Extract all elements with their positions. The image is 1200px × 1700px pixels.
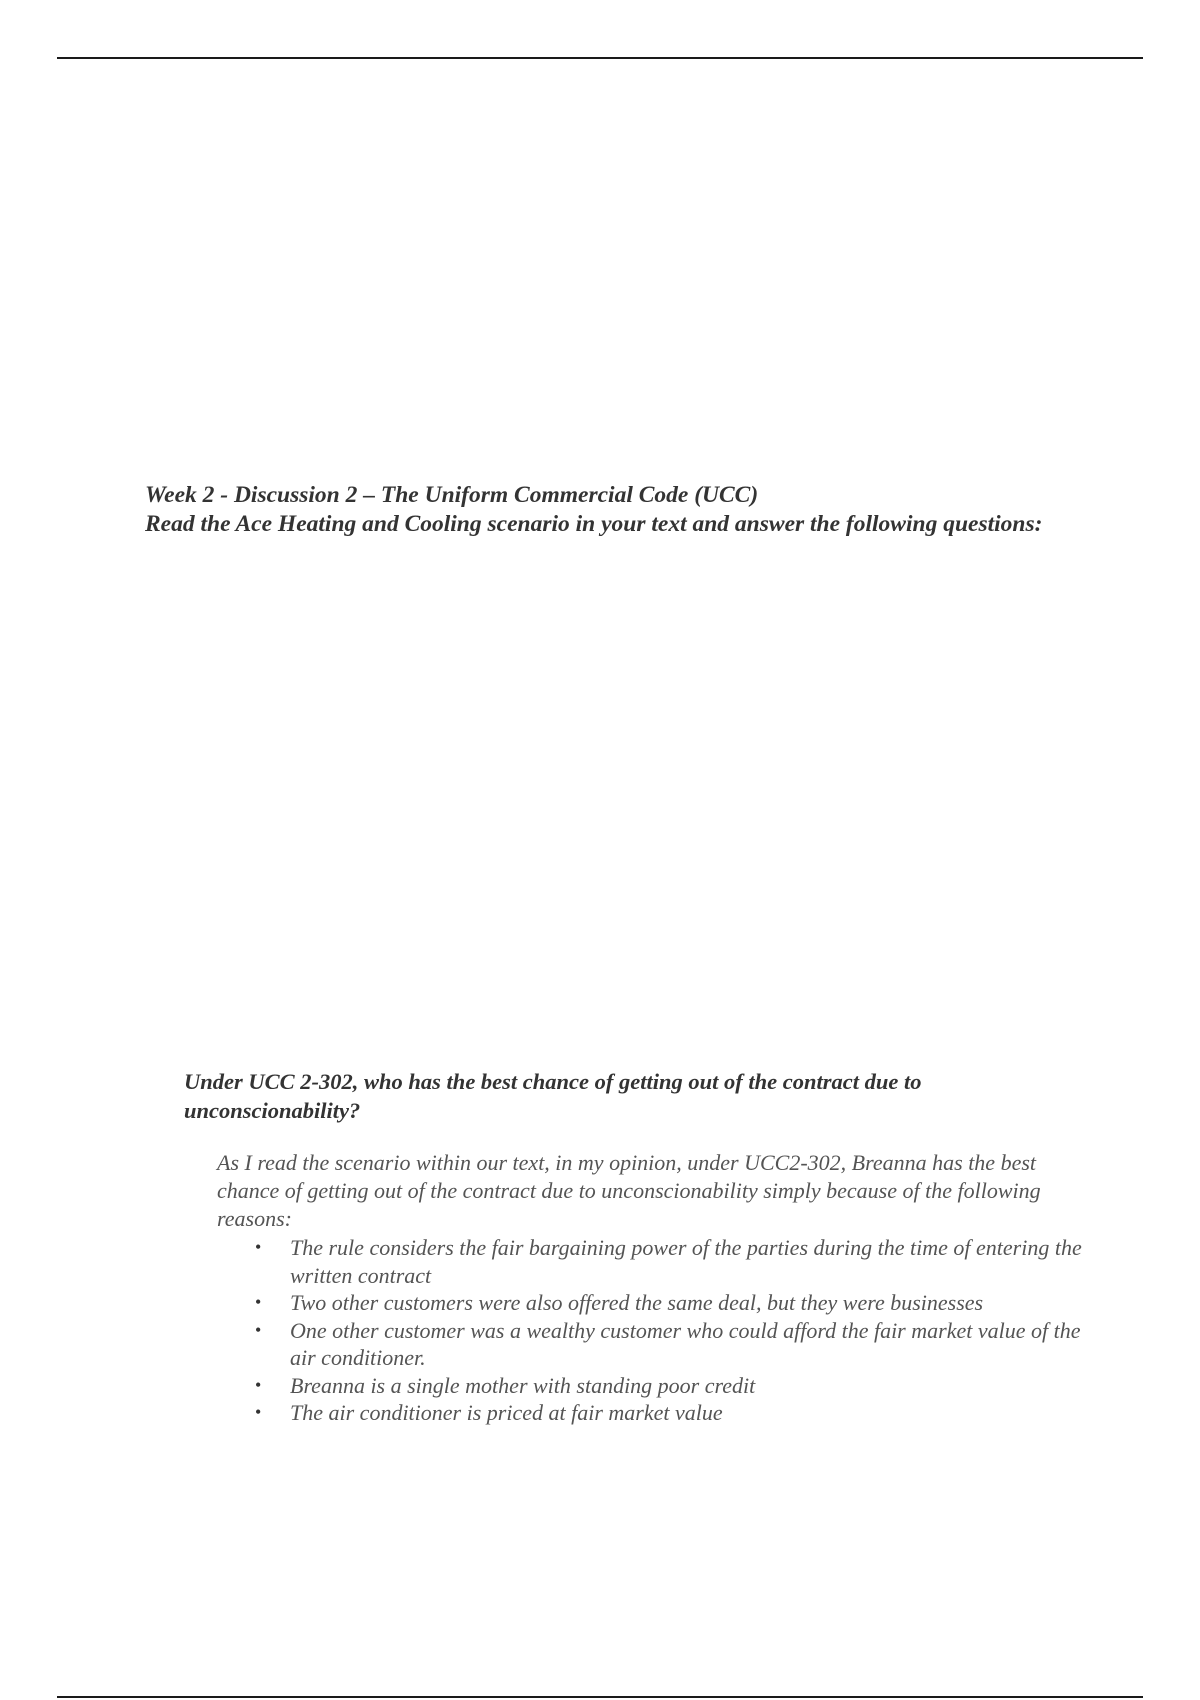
reason-text: The rule considers the fair bargaining power of the parties during the time of entering the written contract [290, 1235, 1082, 1288]
bullet-icon: • [255, 1374, 262, 1395]
discussion-heading [145, 481, 1145, 539]
list-item [255, 1372, 1085, 1400]
reason-text: Breanna is a single mother with standing poor credit [290, 1372, 756, 1398]
bullet-icon: • [255, 1237, 262, 1257]
answer-intro: As I read the scenario within our text, in my opinion, under UCC2-302, Breanna has the best chance of getting out of the contract due to unconscionability simply because of the following reasons: [217, 1150, 1041, 1231]
bullet-icon: • [255, 1319, 262, 1340]
list-item [255, 1317, 1085, 1372]
bullet-icon: • [255, 1292, 262, 1312]
top-rule [57, 57, 1143, 59]
reason-text: One other customer was a wealthy customer who could afford the fair market value of the air conditioner. [290, 1317, 1081, 1370]
question-text: Under UCC 2-302, who has the best chance of getting out of the contract due to unconscionability? [184, 1069, 922, 1123]
bullet-icon: • [255, 1402, 262, 1422]
list-item [255, 1234, 1085, 1289]
bottom-rule [57, 1696, 1143, 1698]
reason-text: The air conditioner is priced at fair market value [290, 1400, 723, 1425]
discussion-instruction: Read the Ace Heating and Cooling scenario in your text and answer the following questions: [145, 511, 1043, 537]
discussion-title: Week 2 - Discussion 2 – The Uniform Commercial Code (UCC) [145, 482, 759, 508]
reasons-list [255, 1234, 1085, 1427]
list-item [255, 1289, 1085, 1317]
list-item [255, 1399, 1085, 1427]
reason-text: Two other customers were also offered the same deal, but they were businesses [290, 1290, 984, 1315]
